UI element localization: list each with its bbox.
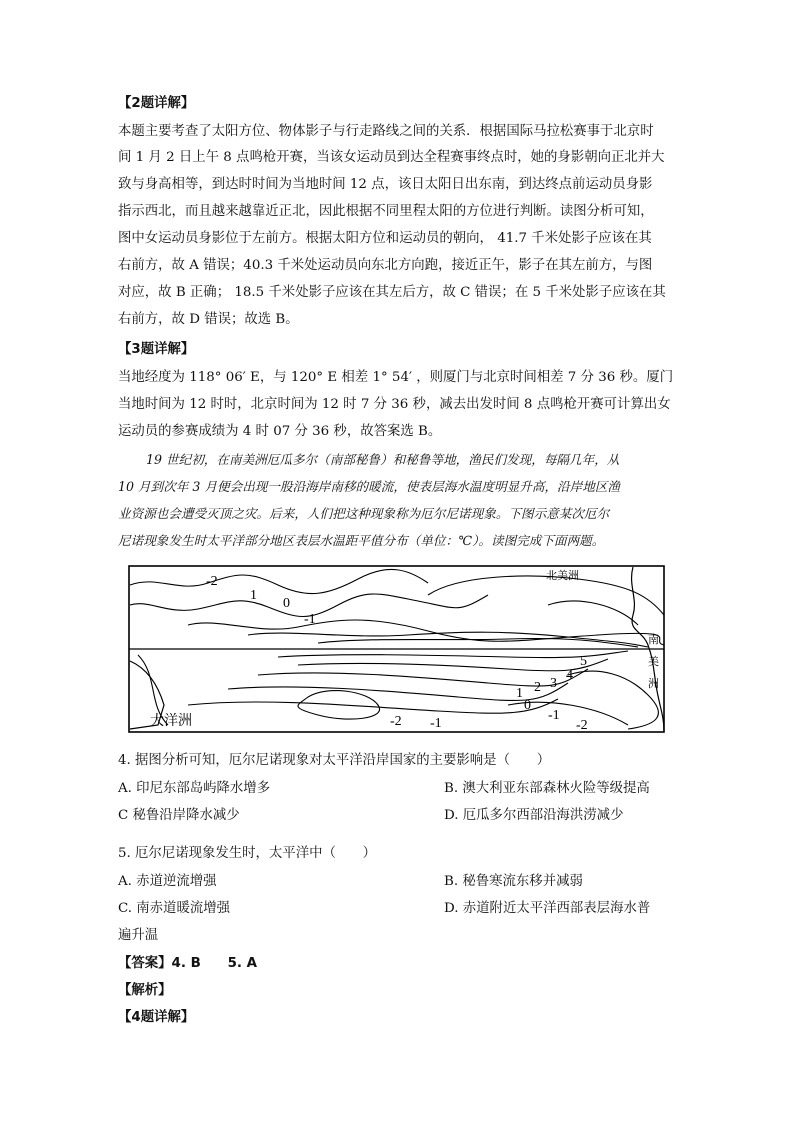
isoline-label-6: 4 xyxy=(566,668,573,683)
q5-stem: 5. 厄尔尼诺现象发生时，太平洋中（ ） xyxy=(118,846,377,861)
q4-detail-heading: 【4题详解】 xyxy=(118,1010,195,1025)
q4-option-b[interactable]: B. 澳大利亚东部森林火险等级提高 xyxy=(444,781,650,796)
isoline-label-7: 3 xyxy=(550,676,557,691)
isoline-label-2: 1 xyxy=(250,588,257,603)
isoline-label-12: -1 xyxy=(430,716,442,731)
q4-option-a[interactable]: A. 印尼东部岛屿降水增多 xyxy=(118,781,271,796)
q3-line-1: 当地经度为 118° 06′ E，与 120° E 相差 1° 54′ ，则厦门与北京时间相差 7 分 36 秒。厦门 xyxy=(118,370,674,385)
label-oceania: 大洋洲 xyxy=(150,713,192,729)
passage-line-1: 19 世纪初，在南美洲厄瓜多尔（南部秘鲁）和秘鲁等地，渔民们发现，每隔几年，从 xyxy=(146,452,620,467)
q2-line-8: 右前方，故 D 错误；故选 B。 xyxy=(118,312,299,327)
isoline-label-4: -1 xyxy=(304,612,316,627)
q4-option-c[interactable]: C 秘鲁沿岸降水减少 xyxy=(118,808,240,823)
q2-line-6: 右前方，故 A 错误；40.3 千米处运动员向东北方向跑，接近正午，影子在其左前方，与图 xyxy=(118,258,653,273)
isoline-label-5: 5 xyxy=(580,654,587,669)
el-nino-sst-anomaly-map xyxy=(128,565,665,733)
q4-option-d[interactable]: D. 厄瓜多尔西部沿海洪涝减少 xyxy=(444,808,624,823)
label-south-america-2: 美 xyxy=(648,655,659,668)
label-south-america-1: 南 xyxy=(648,633,659,646)
q3-line-3: 运动员的参赛成绩为 4 时 07 分 36 秒，故答案选 B。 xyxy=(118,424,442,439)
analysis-heading: 【解析】 xyxy=(118,983,172,998)
isoline-label-1: -2 xyxy=(206,574,218,589)
q5-option-c[interactable]: C. 南赤道暖流增强 xyxy=(118,901,231,916)
isoline-label-11: -2 xyxy=(390,714,402,729)
passage-line-3: 业资源也会遭受灭顶之灾。后来，人们把这种现象称为厄尔尼诺现象。下图示意某次厄尔 xyxy=(118,506,610,521)
q2-heading: 【2题详解】 xyxy=(118,96,195,111)
q5-option-a[interactable]: A. 赤道逆流增强 xyxy=(118,874,217,889)
q2-line-1: 本题主要考查了太阳方位、物体影子与行走路线之间的关系．根据国际马拉松赛事于北京时 xyxy=(118,124,654,139)
isoline-label-9: 1 xyxy=(516,686,523,701)
isoline-label-13: -1 xyxy=(548,708,560,723)
isoline-label-8: 2 xyxy=(534,680,541,695)
isoline-label-14: -2 xyxy=(576,718,588,733)
passage-line-4: 尼诺现象发生时太平洋部分地区表层水温距平值分布（单位：℃）。读图完成下面两题。 xyxy=(118,533,605,548)
q4-stem: 4. 据图分析可知，厄尔尼诺现象对太平洋沿岸国家的主要影响是（ ） xyxy=(118,753,551,768)
q3-heading: 【3题详解】 xyxy=(118,342,195,357)
q2-line-4: 指示西北，而且越来越靠近正北，因此根据不同里程太阳的方位进行判断。读图分析可知， xyxy=(118,204,654,219)
label-north-america: 北美洲 xyxy=(546,569,579,582)
q5-option-b[interactable]: B. 秘鲁寒流东移并减弱 xyxy=(444,874,583,889)
q2-line-3: 致与身高相等，到达时时间为当地时间 12 点，该日太阳日出东南，到达终点前运动员身影 xyxy=(118,177,653,192)
q5-option-d[interactable]: D. 赤道附近太平洋西部表层海水普 xyxy=(444,901,651,916)
label-south-america-3: 洲 xyxy=(648,677,659,690)
answer-line: 【答案】4. B 5. A xyxy=(118,956,258,971)
q2-line-2: 间 1 月 2 日上午 8 点鸣枪开赛，当该女运动员到达全程赛事终点时，她的身影朝向正北并大 xyxy=(118,150,665,165)
q5-option-d-cont: 遍升温 xyxy=(118,928,159,943)
q3-line-2: 当地时间为 12 时时，北京时间为 12 时 7 分 36 秒，减去出发时间 8 点鸣枪开赛可计算出女 xyxy=(118,397,671,412)
isoline-label-10: 0 xyxy=(524,698,531,713)
q2-line-5: 图中女运动员身影位于左前方。根据太阳方位和运动员的朝向， 41.7 千米处影子应该在其 xyxy=(118,231,652,246)
passage-line-2: 10 月到次年 3 月便会出现一股沿海岸南移的暖流，使表层海水温度明显升高，沿岸地区渔 xyxy=(118,479,621,494)
isoline-label-3: 0 xyxy=(283,596,290,611)
q2-line-7: 对应，故 B 正确； 18.5 千米处影子应该在其左后方，故 C 错误；在 5 千米处影子应该在其 xyxy=(118,285,666,300)
